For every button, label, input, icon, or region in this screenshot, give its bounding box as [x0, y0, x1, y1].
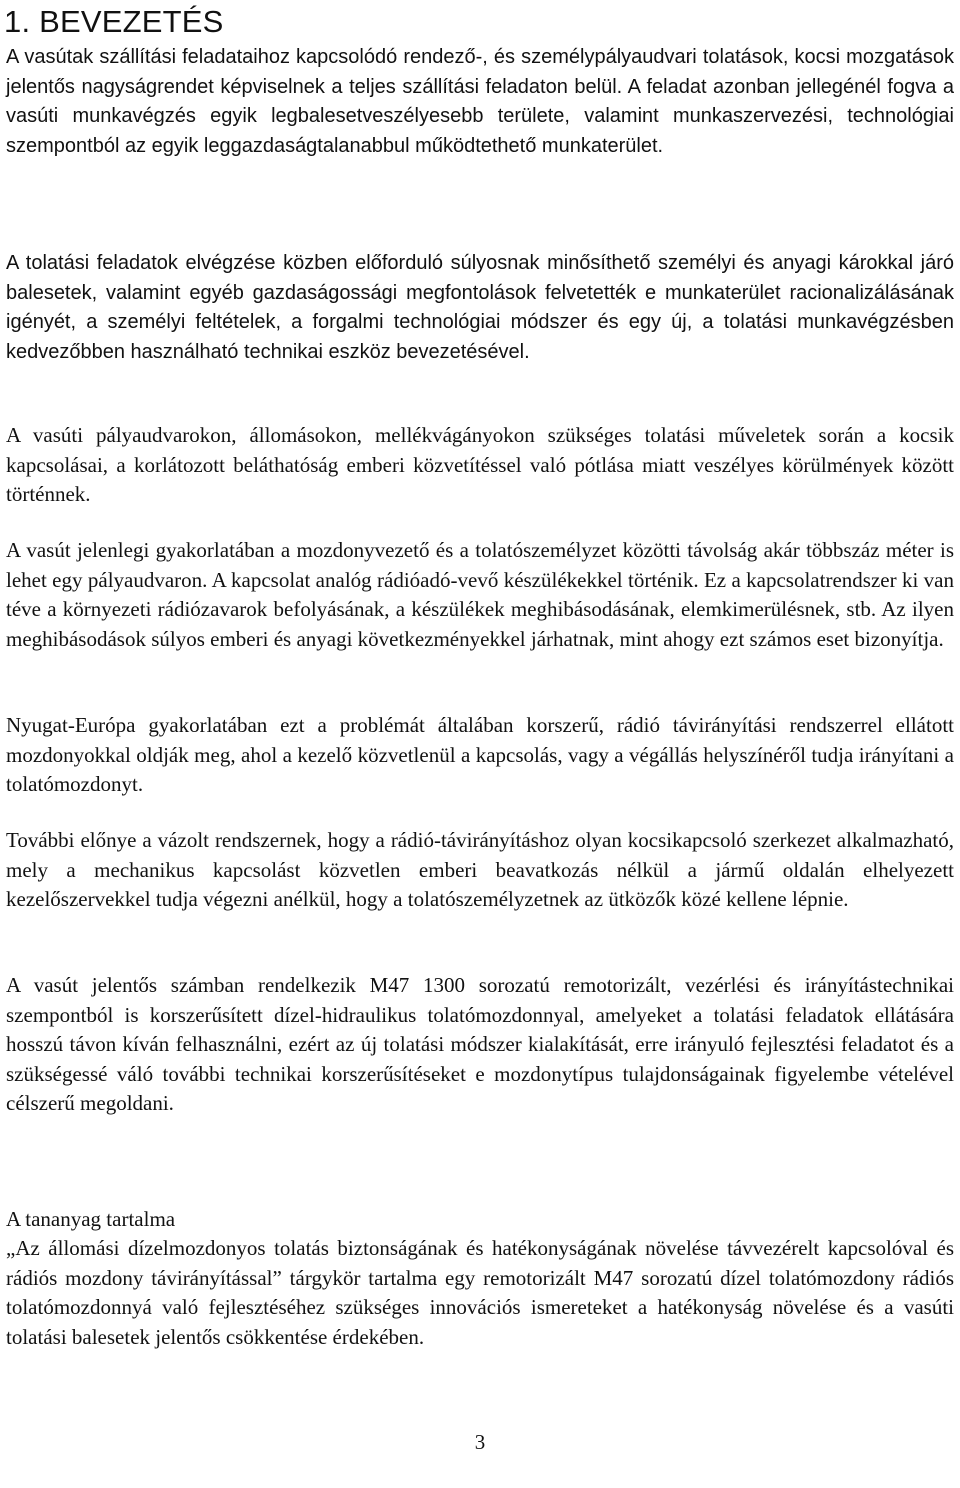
curriculum-label: A tananyag tartalma	[6, 1207, 176, 1231]
paragraph-4: A vasút jelenlegi gyakorlatában a mozdonyvezető és a tolatószemélyzet közötti távolság akár többszáz méter is lehet egy pályaudvaron. A kapcsolat analóg rádióadó-vevő készülékekkel történik. Ez a kapcsolatrendszer ki van téve a környezeti rádiózavarok befolyásának, a készülékek meghibásodásának, elemkimerülésnek, stb. Az ilyen meghibásodások súlyos emberi és anyagi következményekkel járhatnak, mint ahogy ezt számos eset bizonyítja.	[6, 538, 954, 651]
section-heading: 1. BEVEZETÉS	[4, 4, 224, 39]
paragraph-5: Nyugat-Európa gyakorlatában ezt a problémát általában korszerű, rádió távirányítási rendszerrel ellátott mozdonyokkal oldják meg, ahol a kezelő közvetlenül a kapcsolás, vagy a végállás helyszínéről tudja irányítani a tolatómozdonyt.	[6, 713, 954, 797]
paragraph-7: A vasút jelentős számban rendelkezik M47 1300 sorozatú remotorizált, vezérlési és irányítástechnikai szempontból is korszerűsített dízel-hidraulikus tolatómozdonnyal, amelyeket a tolatási feladatok ellátására hosszú távon kíván felhasználni, ezért az új tolatási módszer kialakítását, erre irányuló fejlesztési feladatot és a szükségessé váló további technikai korszerűsítéseket e mozdonytípus tulajdonságainak figyelembe vételével célszerű megoldani.	[6, 973, 954, 1116]
paragraph-3: A vasúti pályaudvarokon, állomásokon, mellékvágányokon szükséges tolatási műveletek során a kocsik kapcsolásai, a korlátozott beláthatóság emberi közvetítéssel való pótlása miatt veszélyes körülmények között történnek.	[6, 423, 954, 507]
page-number: 3	[474, 1430, 486, 1454]
paragraph-6: További előnye a vázolt rendszernek, hogy a rádió-távirányításhoz olyan kocsikapcsoló szerkezet alkalmazható, mely a mechanikus kapcsolást közvetlen emberi beavatkozás nélkül a jármű oldalán elhelyezett kezelőszervekkel tudja végezni anélkül, hogy a tolatószemélyzetnek az ütközők közé kellene lépnie.	[6, 828, 954, 912]
paragraph-1: A vasútak szállítási feladataihoz kapcsolódó rendező-, és személypályaudvari tolatások, kocsi mozgatások jelentős nagyságrendet képviselnek a teljes szállítási feladaton belül. A feladat azonban jellegénél fogva a vasúti munkavégzés egyik legbalesetveszélyesebb területe, valamint munkaszervezési, technológiai szempontból az egyik leggazdaságtalanabbul működtethető munkaterület.	[6, 46, 954, 157]
curriculum-text: „Az állomási dízelmozdonyos tolatás biztonságának és hatékonyságának növelése távvezérelt kapcsolóval és rádiós mozdony távirányítással” tárgykör tartalma egy remotorizált M47 sorozatú dízel tolatómozdony rádiós tolatómozdonnyá való fejlesztéséhez szükséges innovációs ismereteket a hatékonyság növelése és a vasúti tolatási balesetek jelentős csökkentése érdekében.	[6, 1236, 954, 1349]
paragraph-2: A tolatási feladatok elvégzése közben előforduló súlyosnak minősíthető személyi és anyagi károkkal járó balesetek, valamint egyéb gazdaságossági megfontolások felvetették e munkaterület racionalizálásának igényét, a személyi feltételek, a forgalmi technológiai módszer és egy új, a tolatási munkavégzésben kedvezőbben használható technikai eszköz bevezetésével.	[6, 252, 954, 363]
